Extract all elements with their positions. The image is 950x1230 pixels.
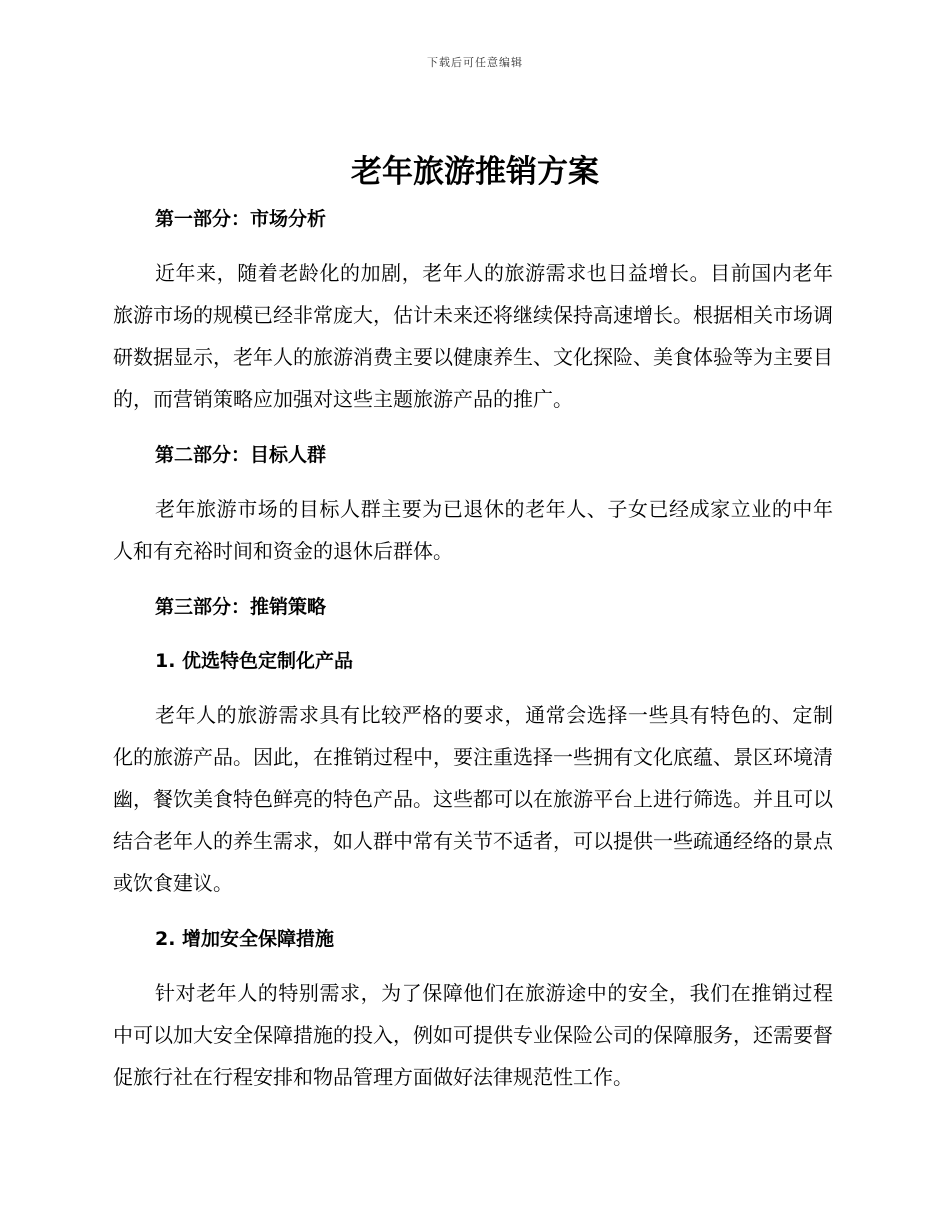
section-heading-strategy: 第三部分：推销策略 (155, 596, 327, 618)
paragraph-market-analysis: 近年来，随着老龄化的加剧，老年人的旅游需求也日益增长。目前国内老年旅游市场的规模已经非常庞大，估计未来还将继续保持高速增长。根据相关市场调研数据显示，老年人的旅游消费主要以健康养生、文化探险、美食体验等为主要目的，而营销策略应加强对这些主题旅游产品的推广。 (113, 261, 833, 411)
paragraph-target-audience: 老年旅游市场的目标人群主要为已退休的老年人、子女已经成家立业的中年人和有充裕时间和资金的退休后群体。 (113, 497, 833, 563)
subsection-heading-safety-measures: 2. 增加安全保障措施 (155, 928, 335, 950)
document-body (113, 198, 833, 1098)
section-heading-market-analysis: 第一部分：市场分析 (155, 208, 327, 230)
subsection-heading-custom-products: 1. 优选特色定制化产品 (155, 650, 354, 672)
document-title: 老年旅游推销方案 (351, 154, 599, 190)
paragraph-custom-products: 老年人的旅游需求具有比较严格的要求，通常会选择一些具有特色的、定制化的旅游产品。因此，在推销过程中，要注重选择一些拥有文化底蕴、景区环境清幽，餐饮美食特色鲜亮的特色产品。这些都可以在旅游平台上进行筛选。并且可以结合老年人的养生需求，如人群中常有关节不适者，可以提供一些疏通经络的景点或饮食建议。 (113, 703, 833, 895)
page-header-note: 下载后可任意编辑 (427, 56, 523, 69)
paragraph-safety-measures: 针对老年人的特别需求，为了保障他们在旅游途中的安全，我们在推销过程中可以加大安全保障措施的投入，例如可提供专业保险公司的保障服务，还需要督促旅行社在行程安排和物品管理方面做好法律规范性工作。 (113, 981, 833, 1089)
section-heading-target-audience: 第二部分：目标人群 (155, 444, 327, 466)
